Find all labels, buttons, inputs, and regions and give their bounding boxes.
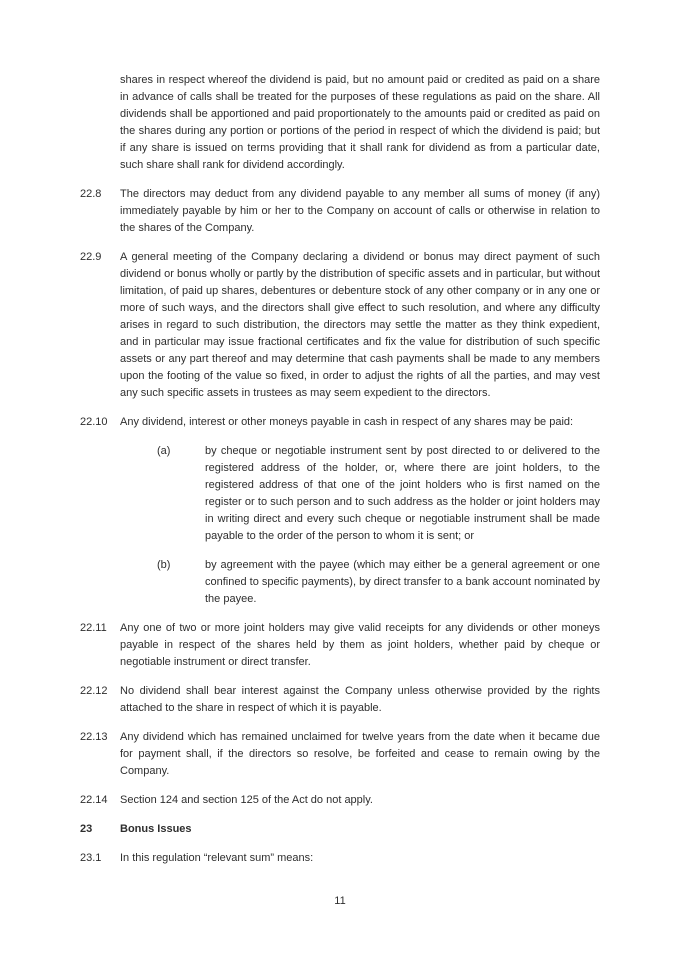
clause-text: No dividend shall bear interest against the Company unless otherwise provided by the rights attached to the share in respect of which it is payable.	[120, 685, 600, 714]
subclause-22-10-a	[157, 443, 600, 545]
clause-22-11	[80, 620, 600, 671]
clause-22-9	[80, 249, 600, 402]
clause-text: Section 124 and section 125 of the Act do not apply.	[120, 794, 373, 806]
clause-22-14	[80, 792, 600, 809]
clause-number: 22.14	[80, 794, 108, 806]
clause-23-1	[80, 850, 600, 867]
clause-number: 22.9	[80, 251, 102, 263]
subclause-label: (a)	[157, 445, 171, 457]
clause-text: The directors may deduct from any dividend payable to any member all sums of money (if any) immediately payable by him or her to the Company on account of calls or otherwise in relation to the shares of the Company.	[120, 188, 600, 234]
clause-22-13	[80, 729, 600, 780]
section-heading-23	[80, 821, 600, 838]
clause-22-12	[80, 683, 600, 717]
subclause-label: (b)	[157, 559, 171, 571]
clause-text: In this regulation “relevant sum” means:	[120, 852, 314, 864]
clause-text: Any one of two or more joint holders may give valid receipts for any dividends or other moneys payable in respect of the shares held by them as joint holders, whether paid by cheque or negotiable instrument or direct transfer.	[120, 622, 600, 668]
clause-number: 22.12	[80, 685, 108, 697]
clause-number: 22.8	[80, 188, 102, 200]
section-title: Bonus Issues	[120, 823, 192, 835]
clause-number: 22.10	[80, 416, 108, 428]
subclause-text: by agreement with the payee (which may either be a general agreement or one confined to specific payments), by direct transfer to a bank account nominated by the payee.	[205, 559, 600, 605]
clause-text: Any dividend, interest or other moneys payable in cash in respect of any shares may be paid:	[120, 416, 574, 428]
document-body	[80, 72, 600, 879]
clause-number: 23.1	[80, 852, 102, 864]
page-number: 11	[334, 895, 346, 907]
clause-text: Any dividend which has remained unclaimed for twelve years from the date when it became due for payment shall, if the directors so resolve, be forfeited and cease to remain owing by the Company.	[120, 731, 600, 777]
clause-22-10	[80, 414, 600, 608]
clause-number: 22.11	[80, 622, 107, 634]
subclause-text: by cheque or negotiable instrument sent by post directed to or delivered to the registered address of the holder, or, where there are joint holders, to the registered address of that one of the joint holders who is first named on the register or to such person and to such address as the holder or joint holders may in writing direct and every such cheque or negotiable instrument shall be made payable to the order of the person to whom it is sent; or	[205, 445, 600, 542]
clause-text: A general meeting of the Company declaring a dividend or bonus may direct payment of such dividend or bonus wholly or partly by the distribution of specific assets and in particular, but without limitation, of paid up shares, debentures or debenture stock of any other company or in any one or more of such ways, and the directors shall give effect to such resolution, and where any difficulty arises in regard to such distribution, the directors may settle the matter as they think expedient, and in particular may issue fractional certificates and fix the value for distribution of such specific assets or any part thereof and may determine that cash payments shall be made to any members upon the footing of the value so fixed, in order to adjust the rights of all the parties, and may vest any such specific assets in trustees as may seem expedient to the directors.	[120, 251, 600, 399]
subclause-22-10-b	[157, 557, 600, 608]
continuation-paragraph: shares in respect whereof the dividend is paid, but no amount paid or credited as paid on a share in advance of calls shall be treated for the purposes of these regulations as paid on the share. All dividends shall be apportioned and paid proportionately to the amounts paid or credited as paid on the shares during any portion or portions of the period in respect of which the dividend is paid; but if any share is issued on terms providing that it shall rank for dividend as from a particular date, such share shall rank for dividend accordingly.	[120, 74, 600, 171]
clause-number: 22.13	[80, 731, 108, 743]
section-number: 23	[80, 823, 93, 835]
clause-22-8	[80, 186, 600, 237]
